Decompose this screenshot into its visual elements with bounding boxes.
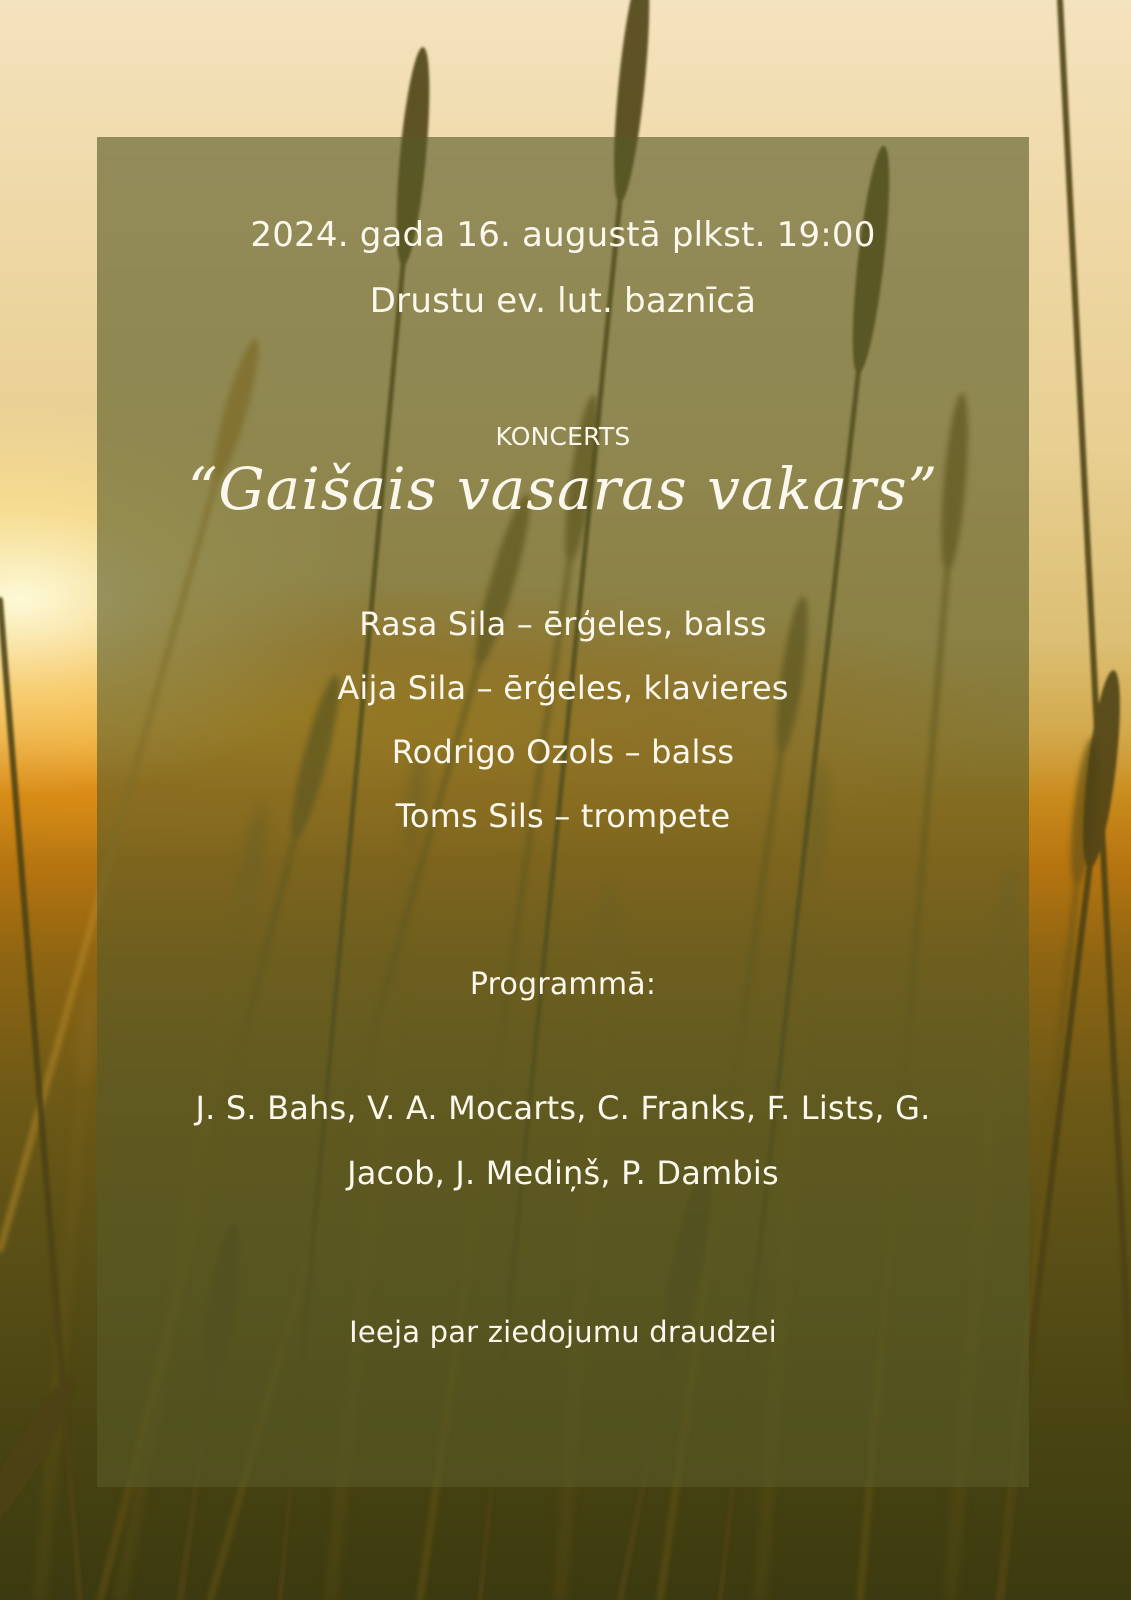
event-venue: Drustu ev. lut. baznīcā	[369, 281, 757, 321]
info-panel	[97, 137, 1029, 1487]
performer-line: Aija Sila – ērģeles, klavieres	[337, 669, 789, 707]
program-composers-line: J. S. Bahs, V. A. Mocarts, C. Franks, F. Lists, G.	[195, 1089, 931, 1127]
performer-line: Rasa Sila – ērģeles, balss	[359, 605, 767, 643]
program-label: Programmā:	[469, 967, 657, 1002]
program-composers-line: Jacob, J. Mediņš, P. Dambis	[347, 1154, 779, 1192]
event-kind: KONCERTS	[495, 422, 631, 451]
event-title: “Gaišais vasaras vakars”	[187, 455, 939, 523]
performer-line: Toms Sils – trompete	[395, 797, 731, 835]
entry-note: Ieeja par ziedojumu draudzei	[349, 1315, 777, 1349]
performer-line: Rodrigo Ozols – balss	[391, 733, 735, 771]
grass-stem	[1060, 0, 1131, 1400]
event-date-time: 2024. gada 16. augustā plkst. 19:00	[250, 215, 876, 255]
